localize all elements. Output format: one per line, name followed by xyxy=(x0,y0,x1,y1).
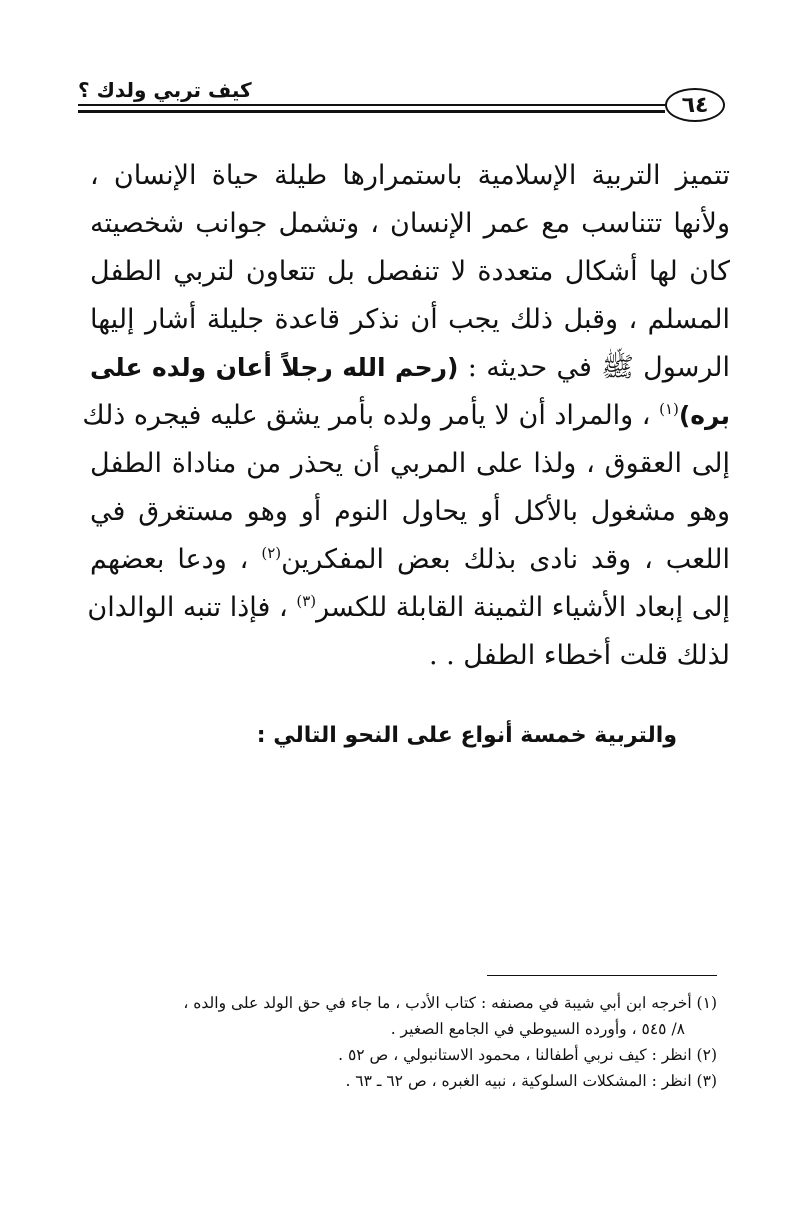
footnote-divider xyxy=(487,975,717,976)
text-segment: ، ودعا بعضهم xyxy=(90,544,262,575)
text-line xyxy=(90,488,730,536)
hadith-quote: بره) xyxy=(678,401,730,430)
text-segment: ، فإذا تنبه الوالدان xyxy=(87,592,297,623)
footnote-ref-2: (٢) xyxy=(261,544,282,562)
text-line xyxy=(90,344,730,392)
text-segment: اللعب ، وقد نادى بذلك بعض المفكرين xyxy=(281,544,731,575)
text-segment: تتميز التربية الإسلامية باستمرارها طيلة حياة الإنسان ، xyxy=(90,160,730,191)
section-subheading: والتربية خمسة أنواع على النحو التالي : xyxy=(256,723,677,748)
footnote-line: ٨/ ٥٤٥ ، وأورده السيوطي في الجامع الصغير . xyxy=(390,1020,685,1038)
text-line xyxy=(90,248,730,296)
text-segment: إلى إبعاد الأشياء الثمينة القابلة للكسر xyxy=(316,592,730,623)
text-segment: لذلك قلت أخطاء الطفل . . xyxy=(428,640,730,671)
header-rule-thin xyxy=(78,104,665,106)
footnote-line: (٣) انظر : المشكلات السلوكية ، نبيه الغبره ، ص ٦٢ ـ ٦٣ . xyxy=(345,1072,717,1090)
body-text xyxy=(82,152,731,680)
header-rule-thick xyxy=(78,110,665,113)
footnotes xyxy=(77,990,717,1094)
text-line xyxy=(90,152,730,200)
page-header xyxy=(60,74,725,126)
text-segment: الرسول ﷺ في حديثه : xyxy=(458,352,730,383)
footnote-ref-3: (٣) xyxy=(296,592,317,610)
footnote-line: (٢) انظر : كيف نربي أطفالنا ، محمود الاستانبولي ، ص ٥٢ . xyxy=(338,1046,717,1064)
text-line xyxy=(90,440,730,488)
text-line xyxy=(90,296,730,344)
text-segment: المسلم ، وقبل ذلك يجب أن نذكر قاعدة جليلة أشار إليها xyxy=(90,304,730,335)
text-segment: ولأنها تتناسب مع عمر الإنسان ، وتشمل جوانب شخصيته xyxy=(90,208,730,239)
text-line xyxy=(90,200,730,248)
text-segment: إلى العقوق ، ولذا على المربي أن يحذر من مناداة الطفل xyxy=(90,448,730,479)
footnote-ref-1: (١) xyxy=(659,400,679,418)
text-segment: وهو مشغول بالأكل أو يحاول النوم أو وهو مستغرق في xyxy=(90,496,730,527)
text-segment: ، والمراد أن لا يأمر ولده بأمر يشق عليه فيجره ذلك xyxy=(82,400,660,431)
text-line xyxy=(87,584,730,632)
text-line xyxy=(82,392,730,440)
footnote-line: (١) أخرجه ابن أبي شيبة في مصنفه : كتاب الأدب ، ما جاء في حق الولد على والده ، xyxy=(183,994,717,1012)
text-line xyxy=(90,632,730,680)
text-line xyxy=(90,536,730,584)
running-title: كيف تربي ولدك ؟ xyxy=(78,78,252,102)
text-segment: كان لها أشكال متعددة لا تنفصل بل تتعاون لتربي الطفل xyxy=(90,256,730,287)
page-number: ٦٤ xyxy=(665,88,725,122)
hadith-quote: (رحم الله رجلاً أعان ولده على xyxy=(90,353,459,382)
